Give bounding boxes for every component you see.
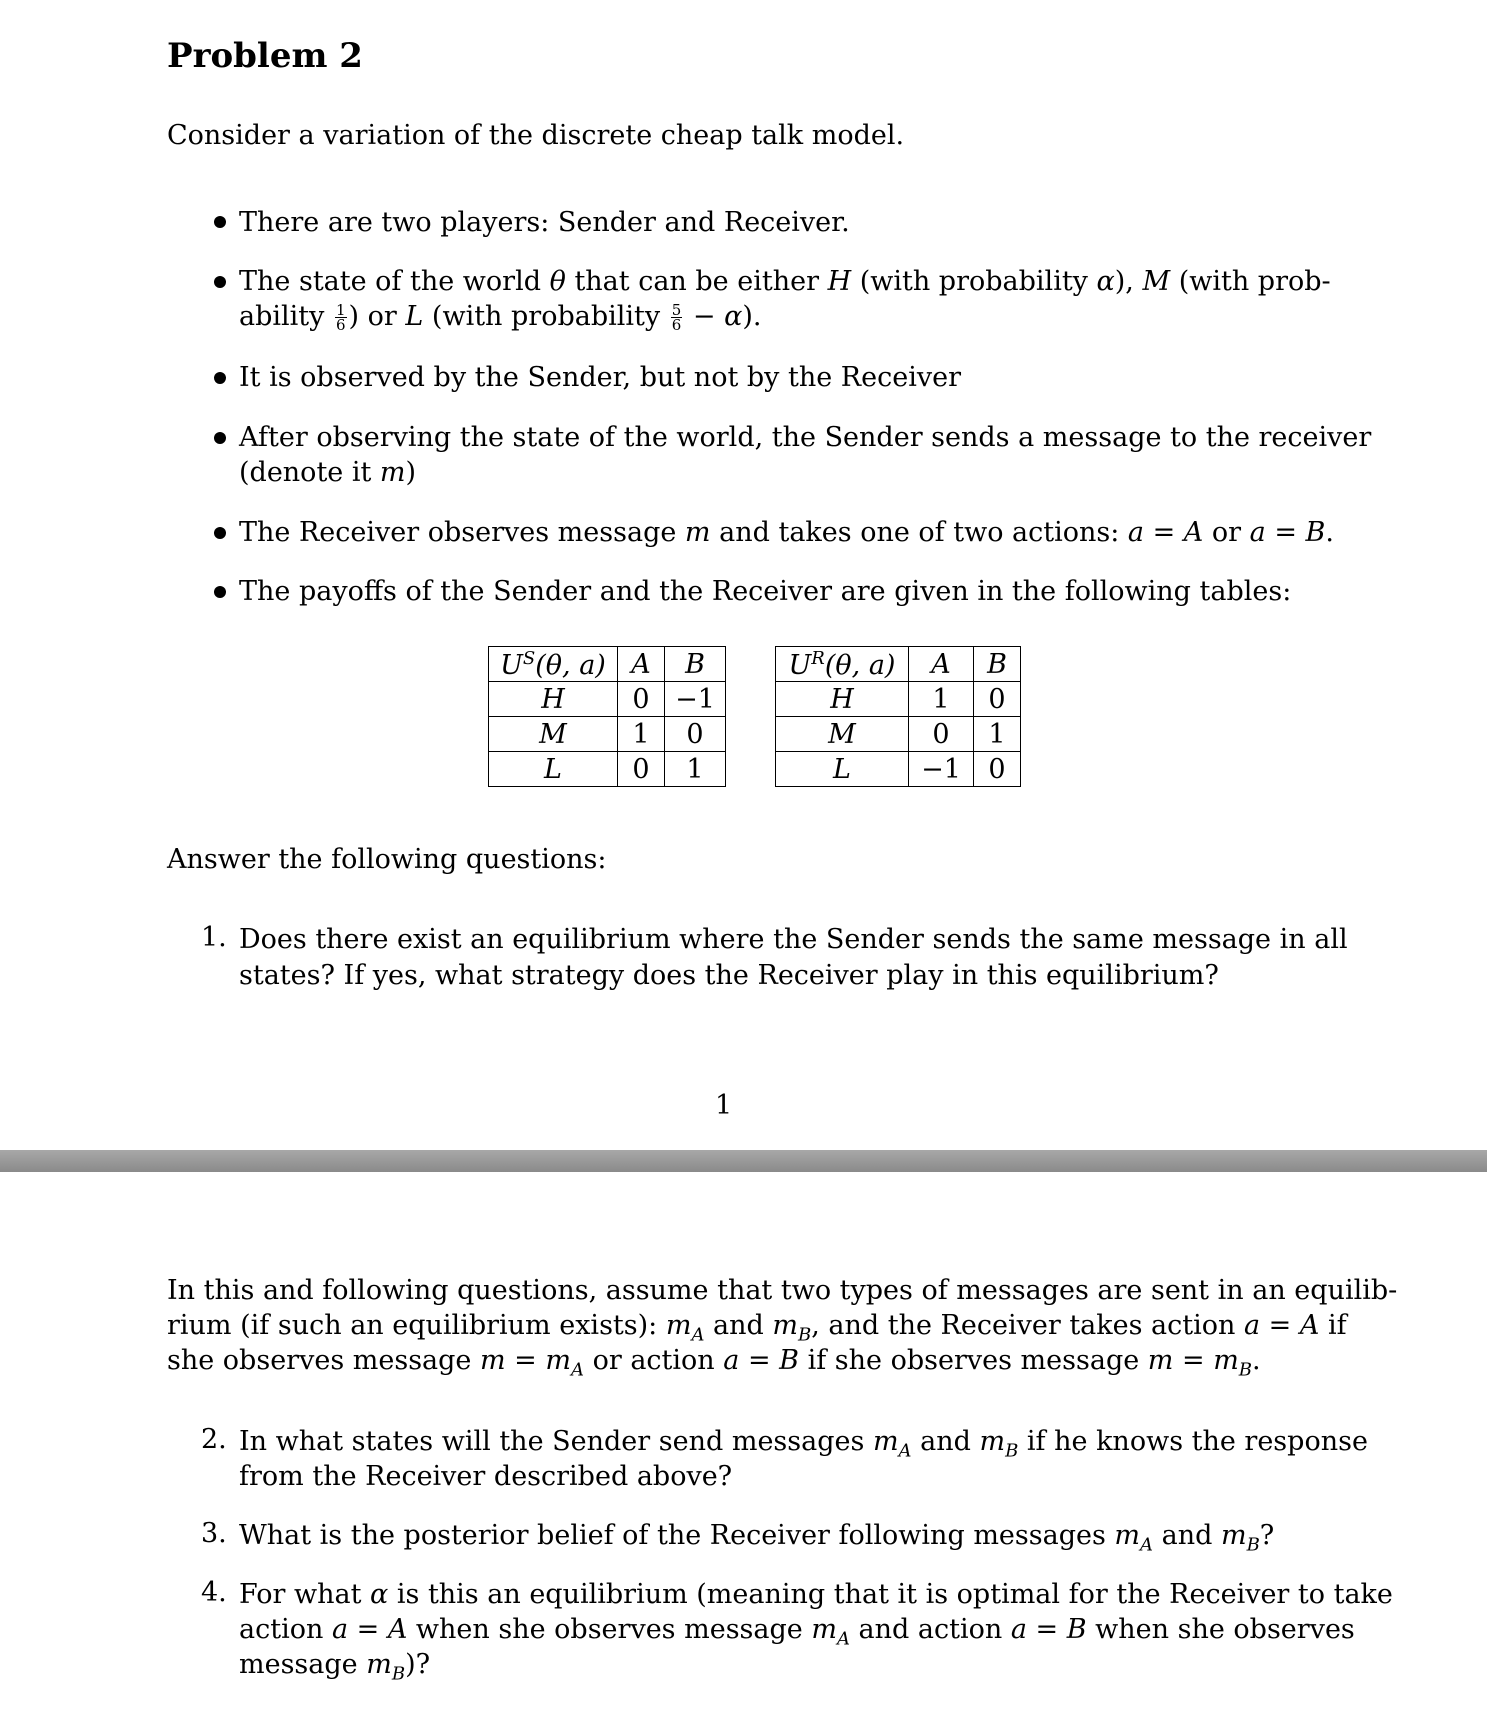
receiver-row-state: L <box>776 752 909 787</box>
q1-line1: Does there exist an equilibrium where the Sender sends the same message in all <box>239 924 1348 955</box>
q4-line1: For what α is this an equilibrium (meaning that it is optimal for the Receiver to take <box>239 1579 1393 1610</box>
receiver-row-state: H <box>776 682 909 717</box>
receiver-cell: 1 <box>909 682 974 717</box>
problem-title: Problem 2 <box>167 36 363 76</box>
bullet-players: There are two players: Sender and Receiver. <box>239 207 850 238</box>
q3-text: What is the posterior belief of the Receiver following messages $m_A$ and $m_B$? <box>239 1520 1275 1556</box>
page-separator <box>0 1150 1487 1172</box>
q3-number: 3. <box>201 1518 227 1549</box>
sender-cell: 0 <box>618 752 665 787</box>
sender-table-header: $U^S(\theta$, a) <box>489 647 618 682</box>
intro-text: Consider a variation of the discrete cheap talk model. <box>167 120 905 151</box>
sender-cell: 1 <box>618 717 665 752</box>
q1-line2: states? If yes, what strategy does the Receiver play in this equilibrium? <box>239 960 1219 991</box>
page-number: 1 <box>715 1090 733 1121</box>
page2-intro-line2: rium (if such an equilibrium exists): $m_A$ and $m_B$, and the Receiver takes action a = A if <box>167 1310 1347 1346</box>
sender-cell: −1 <box>665 682 726 717</box>
receiver-cell: 0 <box>974 752 1021 787</box>
q4-number: 4. <box>201 1577 227 1608</box>
sender-col-A: A <box>618 647 665 682</box>
bullet-icon <box>214 586 226 598</box>
page2-intro-line1: In this and following questions, assume that two types of messages are sent in an equilib- <box>167 1275 1398 1306</box>
sender-cell: 0 <box>665 717 726 752</box>
receiver-col-A: A <box>909 647 974 682</box>
q1-number: 1. <box>201 922 227 953</box>
receiver-cell: 1 <box>974 717 1021 752</box>
bullet-state-line1: The state of the world θ that can be either H (with probability α), M (with prob- <box>239 266 1331 297</box>
sender-row-state: L <box>489 752 618 787</box>
q4-line3: message $m_B$)? <box>239 1649 431 1685</box>
q2-line1: In what states will the Sender send messages $m_A$ and $m_B$ if he knows the response <box>239 1426 1368 1462</box>
sender-col-B: B <box>665 647 726 682</box>
sender-cell: 0 <box>618 682 665 717</box>
q2-number: 2. <box>201 1424 227 1455</box>
sender-cell: 1 <box>665 752 726 787</box>
bullet-icon <box>214 372 226 384</box>
receiver-payoff-table <box>775 646 1021 787</box>
bullet-message-line1: After observing the state of the world, the Sender sends a message to the receiver <box>239 422 1372 453</box>
bullet-icon <box>214 527 226 539</box>
bullet-icon <box>214 432 226 444</box>
bullet-icon <box>214 276 226 288</box>
receiver-table-header: $U^R(\theta$, a) <box>776 647 909 682</box>
bullet-observed: It is observed by the Sender, but not by the Receiver <box>239 362 961 393</box>
fraction-one-sixth: $\frac{1}{6}$ <box>335 301 346 334</box>
q2-line2: from the Receiver described above? <box>239 1461 733 1492</box>
q4-line2: action a = A when she observes message $m_A$ and action a = B when she observes <box>239 1614 1355 1650</box>
bullet-icon <box>214 216 226 228</box>
sender-row-state: H <box>489 682 618 717</box>
bullet-message-line2: (denote it m) <box>239 457 417 488</box>
receiver-cell: −1 <box>909 752 974 787</box>
receiver-col-B: B <box>974 647 1021 682</box>
receiver-cell: 0 <box>974 682 1021 717</box>
receiver-cell: 0 <box>909 717 974 752</box>
bullet-actions: The Receiver observes message m and takes one of two actions: a = A or a = B. <box>239 517 1334 548</box>
bullet-payoffs: The payoffs of the Sender and the Receiver are given in the following tables: <box>239 576 1292 607</box>
answer-prompt: Answer the following questions: <box>167 844 607 875</box>
page-2 <box>0 1172 1487 1733</box>
sender-payoff-table <box>488 646 726 787</box>
bullet-state-line2: ability $\frac{1}{6}$ ) or L (with probability $\frac{5}{6}$ − α). <box>239 301 762 334</box>
sender-row-state: M <box>489 717 618 752</box>
fraction-five-sixths: $\frac{5}{6}$ <box>671 301 682 334</box>
page2-intro-line3: she observes message $m = m_A$ or action a = B if she observes message $m = m_B$. <box>167 1345 1261 1381</box>
receiver-row-state: M <box>776 717 909 752</box>
